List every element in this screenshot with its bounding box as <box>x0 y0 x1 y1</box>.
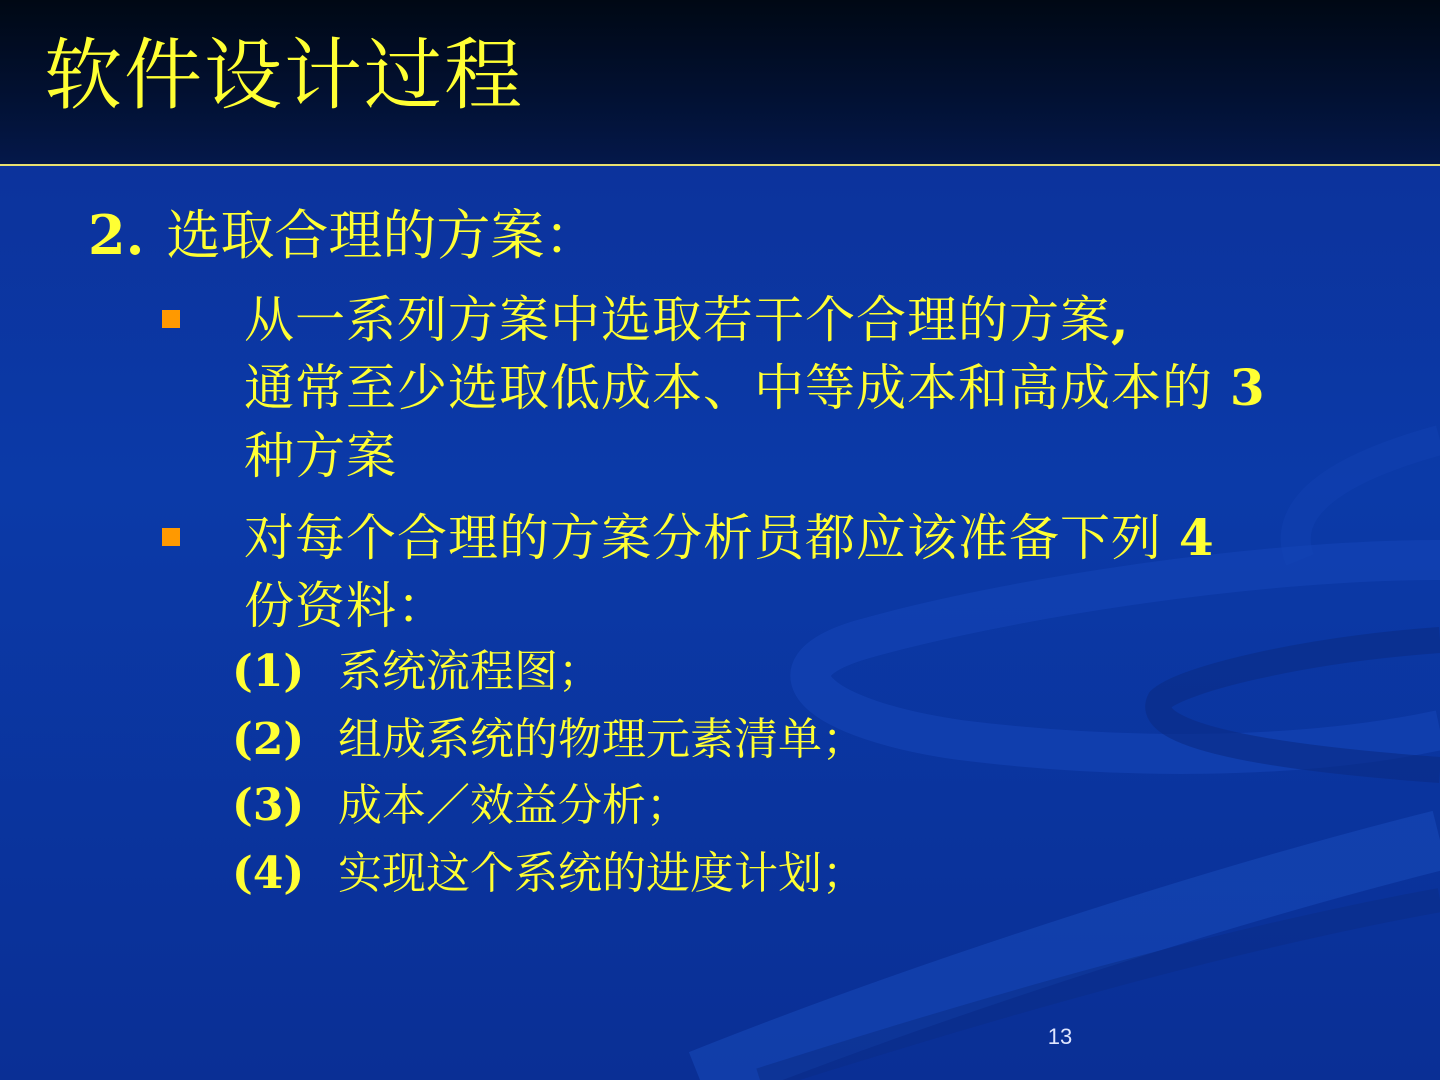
sub-item <box>232 710 866 770</box>
square-bullet-icon <box>162 310 180 328</box>
sub-item <box>232 844 866 904</box>
page-number: 13 <box>1047 1024 1073 1049</box>
bullet-comma: , <box>1111 290 1130 349</box>
square-bullet-icon <box>162 528 180 546</box>
sub-item-label: (1) <box>232 646 305 697</box>
bullet-text <box>244 286 1354 490</box>
sub-item-label: (3) <box>232 780 305 831</box>
bullet-text-line: 份资料： <box>244 577 448 635</box>
section-number: 2. <box>88 203 145 267</box>
sub-item <box>232 642 602 702</box>
bullet-text-line: 种方案 <box>244 427 397 485</box>
bullet-text <box>244 504 1354 640</box>
title-bar <box>0 0 1440 164</box>
bullet-text-line: 从一系列方案中选取若干个合理的方案 <box>244 291 1111 349</box>
sub-item-text: 系统流程图； <box>338 646 602 697</box>
bullet-number: 4 <box>1178 508 1215 567</box>
sub-item-label: (2) <box>232 714 305 765</box>
title-divider <box>0 164 1440 166</box>
sub-item-text: 实现这个系统的进度计划； <box>338 848 866 899</box>
bullet-text-line: 对每个合理的方案分析员都应该准备下列 <box>244 509 1162 567</box>
sub-item <box>232 776 690 836</box>
bullet-number: 3 <box>1229 358 1266 417</box>
sub-item-text: 成本／效益分析； <box>338 780 690 831</box>
slide-title: 软件设计过程 <box>44 31 525 121</box>
bullet-text-line: 通常至少选取低成本、中等成本和高成本的 <box>244 359 1213 417</box>
section-heading <box>88 198 598 273</box>
section-heading-text: 选取合理的方案： <box>166 204 599 267</box>
sub-item-label: (4) <box>232 848 305 899</box>
sub-item-text: 组成系统的物理元素清单； <box>338 714 866 765</box>
